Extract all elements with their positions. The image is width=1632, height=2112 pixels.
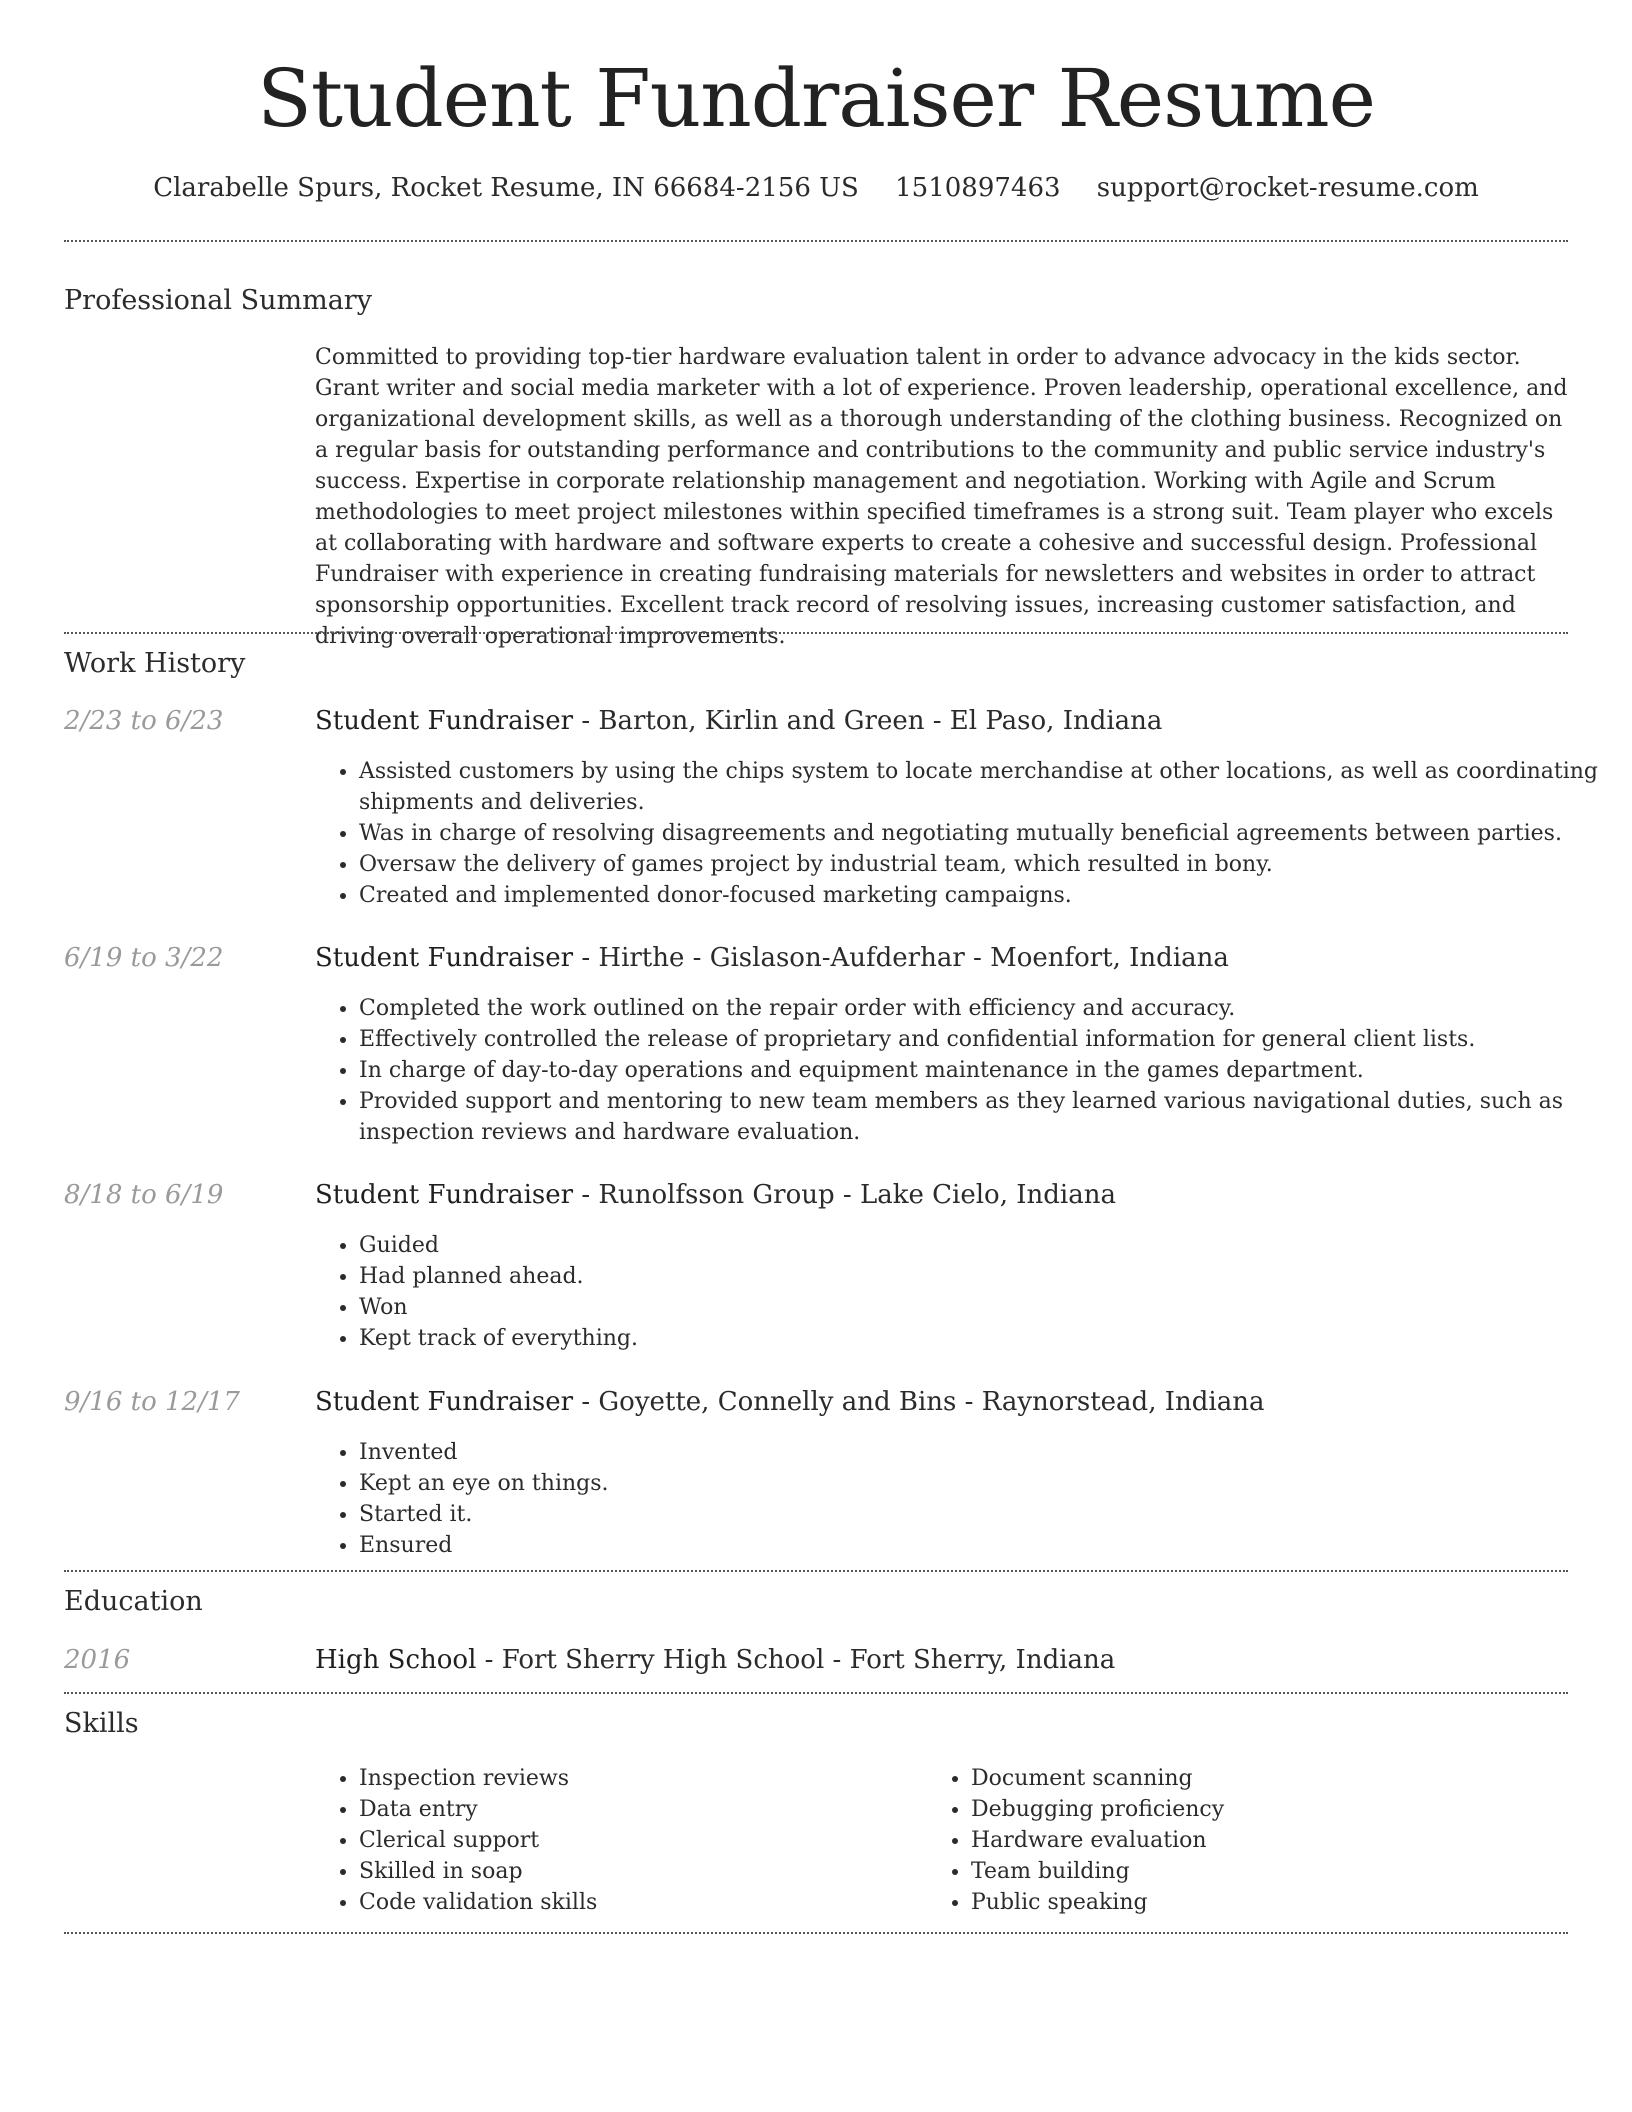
skills-list-right <box>927 1763 1531 1918</box>
skill-item: • Clerical support <box>359 1825 919 1856</box>
job-role: Student Fundraiser <box>315 706 574 736</box>
job-dates: 8/18 to 6/19 <box>64 1180 224 1210</box>
list-item: • Had planned ahead. <box>359 1261 1614 1292</box>
job-dates: 6/19 to 3/22 <box>64 943 224 973</box>
job-bullets <box>315 1437 1614 1561</box>
list-item: • Effectively controlled the release of proprietary and confidential information for general client lists. <box>359 1024 1614 1055</box>
list-item: • Invented <box>359 1437 1614 1468</box>
list-item: • Guided <box>359 1230 1614 1261</box>
contact-line <box>0 168 1632 208</box>
list-item: • Completed the work outlined on the repair order with efficiency and accuracy. <box>359 993 1614 1024</box>
education-degree: High School <box>315 1645 477 1675</box>
list-item: • Won <box>359 1292 1614 1323</box>
job-bullets <box>315 993 1614 1148</box>
education-year: 2016 <box>64 1645 131 1675</box>
skills-list-left <box>315 1763 919 1918</box>
contact-address: Clarabelle Spurs, Rocket Resume, IN 66684-2156 US <box>153 173 859 203</box>
contact-phone: 1510897463 <box>895 173 1061 203</box>
summary-heading: Professional Summary <box>64 285 372 316</box>
skill-item: • Team building <box>971 1856 1531 1887</box>
job-details: - Runolfsson Group - Lake Cielo, Indiana <box>573 1180 1116 1210</box>
contact-email[interactable]: support@rocket-resume.com <box>1096 173 1479 203</box>
section-divider <box>64 1692 1568 1694</box>
list-item: • In charge of day-to-day operations and equipment maintenance in the games department. <box>359 1055 1614 1086</box>
list-item: • Ensured <box>359 1530 1614 1561</box>
skill-item: • Hardware evaluation <box>971 1825 1531 1856</box>
skill-item: • Code validation skills <box>359 1887 919 1918</box>
job-title <box>315 940 1229 976</box>
job-dates: 2/23 to 6/23 <box>64 706 224 736</box>
list-item: • Kept track of everything. <box>359 1323 1614 1354</box>
job-title <box>315 703 1162 739</box>
job-role: Student Fundraiser <box>315 1387 574 1417</box>
job-bullets <box>315 1230 1614 1354</box>
skill-item: • Document scanning <box>971 1763 1531 1794</box>
list-item: • Created and implemented donor-focused marketing campaigns. <box>359 880 1614 911</box>
job-bullets <box>315 756 1614 911</box>
list-item: • Kept an eye on things. <box>359 1468 1614 1499</box>
skills-heading: Skills <box>64 1708 139 1739</box>
job-details: - Hirthe - Gislason-Aufderhar - Moenfort, Indiana <box>573 943 1229 973</box>
list-item: • Provided support and mentoring to new team members as they learned various navigational duties, such as inspection reviews and hardware evaluation. <box>359 1086 1614 1148</box>
job-dates: 9/16 to 12/17 <box>64 1387 240 1417</box>
education-heading: Education <box>64 1586 203 1617</box>
section-divider <box>64 632 1568 634</box>
work-history-heading: Work History <box>64 648 246 679</box>
skill-item: • Skilled in soap <box>359 1856 919 1887</box>
section-divider <box>64 1570 1568 1572</box>
education-title <box>315 1642 1115 1678</box>
job-title <box>315 1177 1116 1213</box>
job-role: Student Fundraiser <box>315 1180 574 1210</box>
resume-title: Student Fundraiser Resume <box>257 52 1375 145</box>
skill-item: • Data entry <box>359 1794 919 1825</box>
summary-text: Committed to providing top-tier hardware evaluation talent in order to advance advocacy in the kids sector. Grant writer and social media marketer with a lot of experience. Proven leadership, operational excellence, and organizational development skills, as well as a thorough understanding of the clothing business. Recognized on a regular basis for outstanding performance and contributions to the community and public service industry's success. Expertise in corporate relationship management and negotiation. Working with Agile and Scrum methodologies to meet project milestones within specified timeframes is a strong suit. Team player who excels at collaborating with hardware and software experts to create a cohesive and successful design. Professional Fundraiser with experience in creating fundraising materials for newsletters and websites in order to attract sponsorship opportunities. Excellent track record of resolving issues, increasing customer satisfaction, and driving overall operational improvements. <box>315 345 1568 649</box>
job-role: Student Fundraiser <box>315 943 574 973</box>
job-details: - Goyette, Connelly and Bins - Raynorstead, Indiana <box>573 1387 1265 1417</box>
section-divider <box>64 240 1568 242</box>
list-item: • Oversaw the delivery of games project by industrial team, which resulted in bony. <box>359 849 1614 880</box>
skill-item: • Public speaking <box>971 1887 1531 1918</box>
education-details: - Fort Sherry High School - Fort Sherry, Indiana <box>476 1645 1116 1675</box>
list-item: • Was in charge of resolving disagreements and negotiating mutually beneficial agreements between parties. <box>359 818 1614 849</box>
job-details: - Barton, Kirlin and Green - El Paso, Indiana <box>573 706 1163 736</box>
job-title <box>315 1384 1264 1420</box>
section-divider <box>64 1932 1568 1934</box>
list-item: • Started it. <box>359 1499 1614 1530</box>
skill-item: • Inspection reviews <box>359 1763 919 1794</box>
skill-item: • Debugging proficiency <box>971 1794 1531 1825</box>
list-item: • Assisted customers by using the chips system to locate merchandise at other locations, as well as coordinating shipments and deliveries. <box>359 756 1614 818</box>
